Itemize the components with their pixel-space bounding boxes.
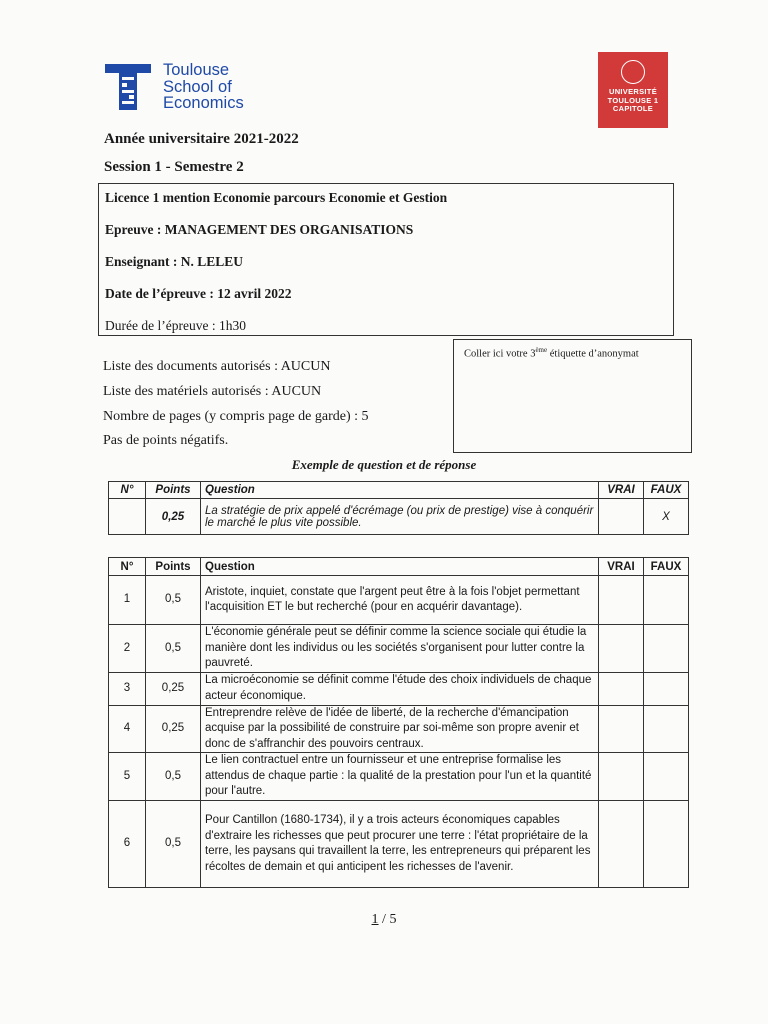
question-num: 4 <box>109 705 146 753</box>
questions-table <box>108 557 689 888</box>
academic-year: Année universitaire 2021-2022 <box>104 131 299 147</box>
tse-name <box>163 62 244 112</box>
faux-checkbox[interactable] <box>644 576 689 625</box>
table-row <box>109 672 689 705</box>
tse-logo <box>105 62 255 112</box>
question-text: La microéconomie se définit comme l'étude des choix individuels de chaque acteur économique. <box>201 672 599 705</box>
exam-info-box <box>98 183 674 336</box>
question-points: 0,5 <box>146 753 201 801</box>
col-faux: FAUX <box>644 558 689 576</box>
example-title: Exemple de question et de réponse <box>291 457 477 472</box>
faux-checkbox[interactable] <box>644 705 689 753</box>
table-row <box>109 753 689 801</box>
example-row <box>109 499 689 535</box>
question-text: Entreprendre relève de l'idée de liberté, de la recherche d'émancipation acquise par la possibilité de construire par soi-même son propre avenir et donc de s'affranchir des pouvoirs centraux. <box>201 705 599 753</box>
question-points: 0,5 <box>146 801 201 888</box>
session: Session 1 - Semestre 2 <box>104 159 244 175</box>
question-num: 5 <box>109 753 146 801</box>
ut1-seal-icon <box>621 60 645 84</box>
negatifs-line: Pas de points négatifs. <box>103 433 229 448</box>
vrai-checkbox[interactable] <box>599 625 644 673</box>
vrai-checkbox[interactable] <box>599 576 644 625</box>
vrai-checkbox[interactable] <box>599 753 644 801</box>
example-num <box>109 499 146 535</box>
anonymat-sup: ème <box>535 346 548 354</box>
page-sep: / <box>378 912 390 927</box>
duree-line: Durée de l’épreuve : 1h30 <box>105 318 246 333</box>
page-current: 1 <box>371 912 379 927</box>
tse-emblem-icon <box>105 64 151 110</box>
page-total: 5 <box>389 912 397 927</box>
tse-name-line-1: Toulouse <box>163 61 230 79</box>
tse-name-line-3: Economics <box>163 94 244 112</box>
faux-checkbox[interactable] <box>644 625 689 673</box>
licence-line: Licence 1 mention Economie parcours Economie et Gestion <box>105 190 448 205</box>
example-faux: X <box>644 499 689 535</box>
vrai-checkbox[interactable] <box>599 705 644 753</box>
question-num: 3 <box>109 672 146 705</box>
anonymat-label <box>464 346 639 360</box>
ut1-name <box>598 88 668 114</box>
questions-header-row <box>109 558 689 576</box>
faux-checkbox[interactable] <box>644 672 689 705</box>
anonymat-box[interactable] <box>453 339 692 453</box>
question-num: 2 <box>109 625 146 673</box>
faux-checkbox[interactable] <box>644 801 689 888</box>
col-question: Question <box>201 482 599 499</box>
col-faux: FAUX <box>644 482 689 499</box>
example-vrai <box>599 499 644 535</box>
tse-name-line-2: School of <box>163 77 232 96</box>
table-row <box>109 625 689 673</box>
ut1-name-line-1: UNIVERSITÉ <box>608 87 657 96</box>
vrai-checkbox[interactable] <box>599 672 644 705</box>
example-points: 0,25 <box>146 499 201 535</box>
col-vrai: VRAI <box>599 482 644 499</box>
question-num: 1 <box>109 576 146 625</box>
materiels-line: Liste des matériels autorisés : AUCUN <box>103 384 322 399</box>
question-points: 0,25 <box>146 672 201 705</box>
date-line: Date de l’épreuve : 12 avril 2022 <box>105 286 292 301</box>
question-text: Aristote, inquiet, constate que l'argent peut être à la fois l'objet permettant l'acquisition ET le but recherché (pour en acquérir davantage). <box>201 576 599 625</box>
question-text: Pour Cantillon (1680-1734), il y a trois acteurs économiques capables d'extraire les richesses que peut procurer une terre : l'état propriétaire de la terre, les paysans qui travaillent la terre, les entrepreneurs qui préparent les récoltes de demain et qui anticipent les richesses de l'avenir. <box>201 801 599 888</box>
col-points: Points <box>146 558 201 576</box>
vrai-checkbox[interactable] <box>599 801 644 888</box>
question-text: Le lien contractuel entre un fournisseur et une entreprise formalise les attendus de chaque partie : la qualité de la prestation pour l'un et la quantité pour l'autre. <box>201 753 599 801</box>
pages-line: Nombre de pages (y compris page de garde) : 5 <box>103 409 369 424</box>
question-points: 0,25 <box>146 705 201 753</box>
ut1-logo <box>598 52 668 128</box>
question-points: 0,5 <box>146 625 201 673</box>
example-header-row <box>109 482 689 499</box>
anonymat-suffix: étiquette d’anonymat <box>547 348 639 360</box>
col-question: Question <box>201 558 599 576</box>
question-text: L'économie générale peut se définir comme la science sociale qui étudie la manière dont les individus ou les sociétés s'organisent pour lutter contre la pauvreté. <box>201 625 599 673</box>
question-num: 6 <box>109 801 146 888</box>
faux-checkbox[interactable] <box>644 753 689 801</box>
table-row <box>109 705 689 753</box>
enseignant-line: Enseignant : N. LELEU <box>105 254 244 269</box>
table-row <box>109 576 689 625</box>
table-row <box>109 801 689 888</box>
anonymat-prefix: Coller ici votre 3 <box>464 348 536 360</box>
col-num: N° <box>109 482 146 499</box>
col-vrai: VRAI <box>599 558 644 576</box>
epreuve-line: Epreuve : MANAGEMENT DES ORGANISATIONS <box>105 222 414 237</box>
col-num: N° <box>109 558 146 576</box>
example-question: La stratégie de prix appelé d'écrémage (ou prix de prestige) vise à conquérir le marché le plus vite possible. <box>201 499 599 535</box>
ut1-name-line-3: CAPITOLE <box>612 104 654 113</box>
col-points: Points <box>146 482 201 499</box>
page-number <box>0 912 768 928</box>
documents-line: Liste des documents autorisés : AUCUN <box>103 359 331 374</box>
question-points: 0,5 <box>146 576 201 625</box>
ut1-name-line-2: TOULOUSE 1 <box>607 95 659 105</box>
example-table <box>108 481 689 535</box>
